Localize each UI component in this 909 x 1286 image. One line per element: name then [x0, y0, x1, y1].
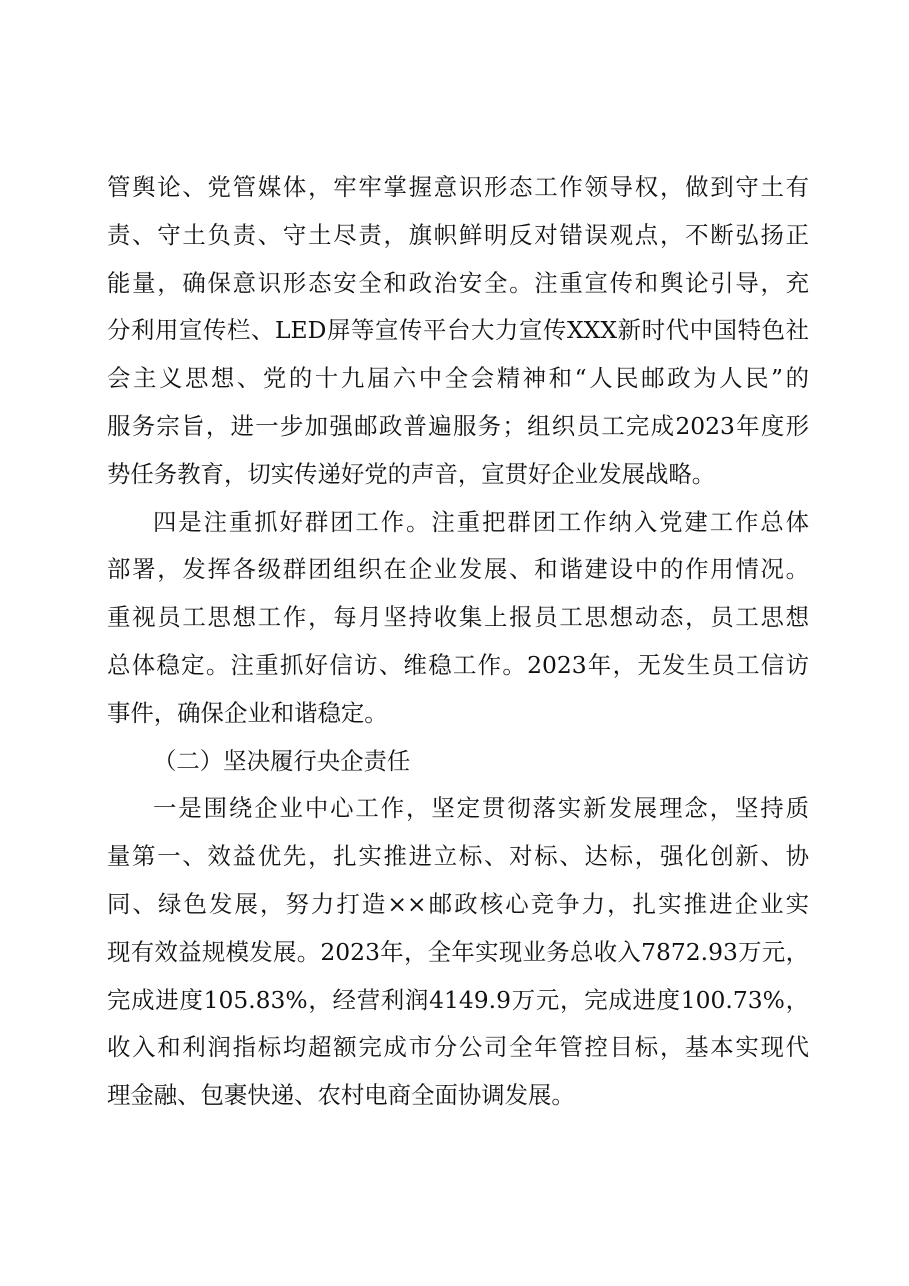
text-line: 部署，发挥各级群团组织在企业发展、和谐建设中的作用情况。 — [107, 555, 809, 584]
text-line: 责、守土负责、守土尽责，旗帜鲜明反对错误观点，不断弘扬正 — [107, 220, 809, 249]
text-line: 能量，确保意识形态安全和政治安全。注重宣传和舆论引导，充 — [107, 268, 809, 297]
text-line: 理金融、包裹快递、农村电商全面协调发展。 — [107, 1081, 575, 1110]
text-line: 服务宗旨，进一步加强邮政普遍服务；组织员工完成2023年度形 — [107, 411, 809, 440]
text-line: 量第一、效益优先，扎实推进立标、对标、达标，强化创新、协 — [107, 842, 809, 871]
text-line: 收入和利润指标均超额完成市分公司全年管控目标，基本实现代 — [107, 1033, 809, 1062]
text-line: 事件，确保企业和谐稳定。 — [107, 698, 388, 727]
text-line: 总体稳定。注重抓好信访、维稳工作。2023年，无发生员工信访 — [107, 650, 809, 679]
text-line: 同、绿色发展，努力打造××邮政核心竞争力，扎实推进企业实 — [107, 889, 809, 918]
text-line: 会主义思想、党的十九届六中全会精神和“人民邮政为人民”的 — [107, 364, 809, 393]
text-line: 完成进度105.83%，经营利润4149.9万元，完成进度100.73%， — [107, 985, 809, 1014]
section-heading: （二）坚决履行央企责任 — [153, 746, 411, 775]
text-line: 一是围绕企业中心工作，坚定贯彻落实新发展理念，坚持质 — [153, 794, 809, 823]
text-line: 四是注重抓好群团工作。注重把群团工作纳入党建工作总体 — [153, 507, 809, 536]
text-line: 势任务教育，切实传递好党的声音，宣贯好企业发展战略。 — [107, 459, 716, 488]
text-line: 管舆论、党管媒体，牢牢掌握意识形态工作领导权，做到守土有 — [107, 173, 809, 201]
text-line: 重视员工思想工作，每月坚持收集上报员工思想动态，员工思想 — [107, 603, 809, 632]
text-line: 分利用宣传栏、LED屏等宣传平台大力宣传XXX新时代中国特色社 — [107, 316, 809, 345]
document-body — [107, 164, 809, 1120]
text-line: 现有效益规模发展。2023年，全年实现业务总收入7872.93万元， — [107, 937, 809, 966]
